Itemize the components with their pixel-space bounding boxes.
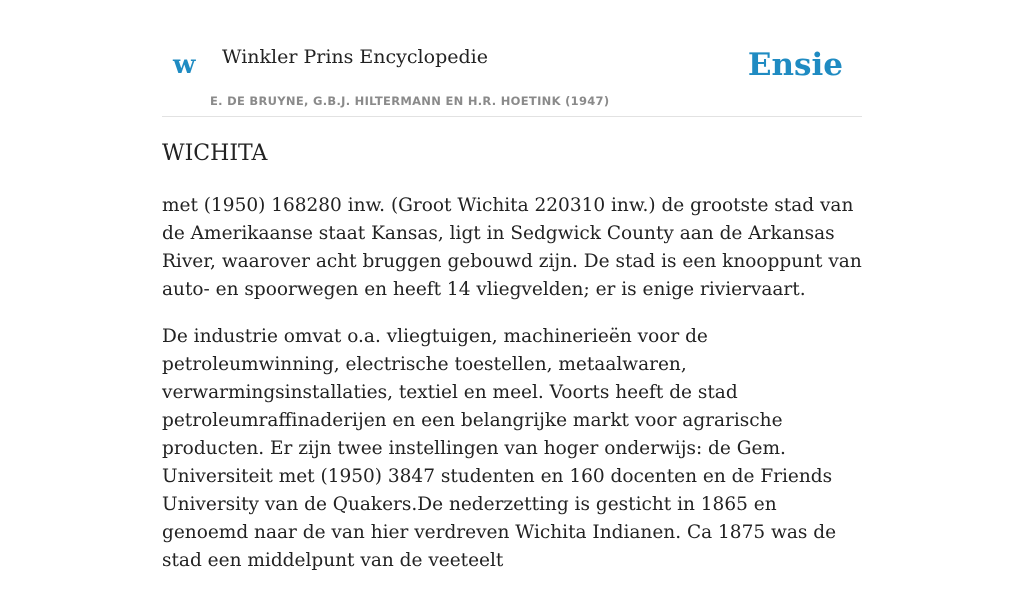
source-title-link[interactable]: Winkler Prins Encyclopedie (222, 46, 488, 68)
source-authors: E. DE BRUYNE, G.B.J. HILTERMANN EN H.R. HOETINK (1947) (210, 94, 610, 108)
source-header (162, 0, 862, 117)
article-paragraph: met (1950) 168280 inw. (Groot Wichita 220310 inw.) de grootste stad van de Amerikaanse staat Kansas, ligt in Sedgwick County aan de Arkansas River, waarover acht bruggen gebouwd zijn. De stad is een knooppunt van auto- en spoorwegen en heeft 14 vliegvelden; er is enige riviervaart. (162, 195, 862, 300)
source-logo[interactable]: w (173, 50, 196, 80)
article-paragraph: De industrie omvat o.a. vliegtuigen, machinerieën voor de petroleumwinning, electrische toestellen, metaalwaren, verwarmingsinstallaties, textiel en meel. Voorts heeft de stad petroleumraffinaderijen en een belangrijke markt voor agrarische producten. Er zijn twee instellingen van hoger onderwijs: de Gem. Universiteit met (1950) 3847 studenten en 160 docenten en de Friends University van de Quakers.De nederzetting is gesticht in 1865 en genoemd naar de van hier verdreven Wichita Indianen. Ca 1875 was de stad een middelpunt van de veeteelt (162, 326, 837, 571)
article-title: WICHITA (162, 141, 268, 166)
article-body (162, 192, 862, 594)
ensie-logo[interactable]: Ensie (747, 47, 843, 83)
page (162, 0, 862, 571)
